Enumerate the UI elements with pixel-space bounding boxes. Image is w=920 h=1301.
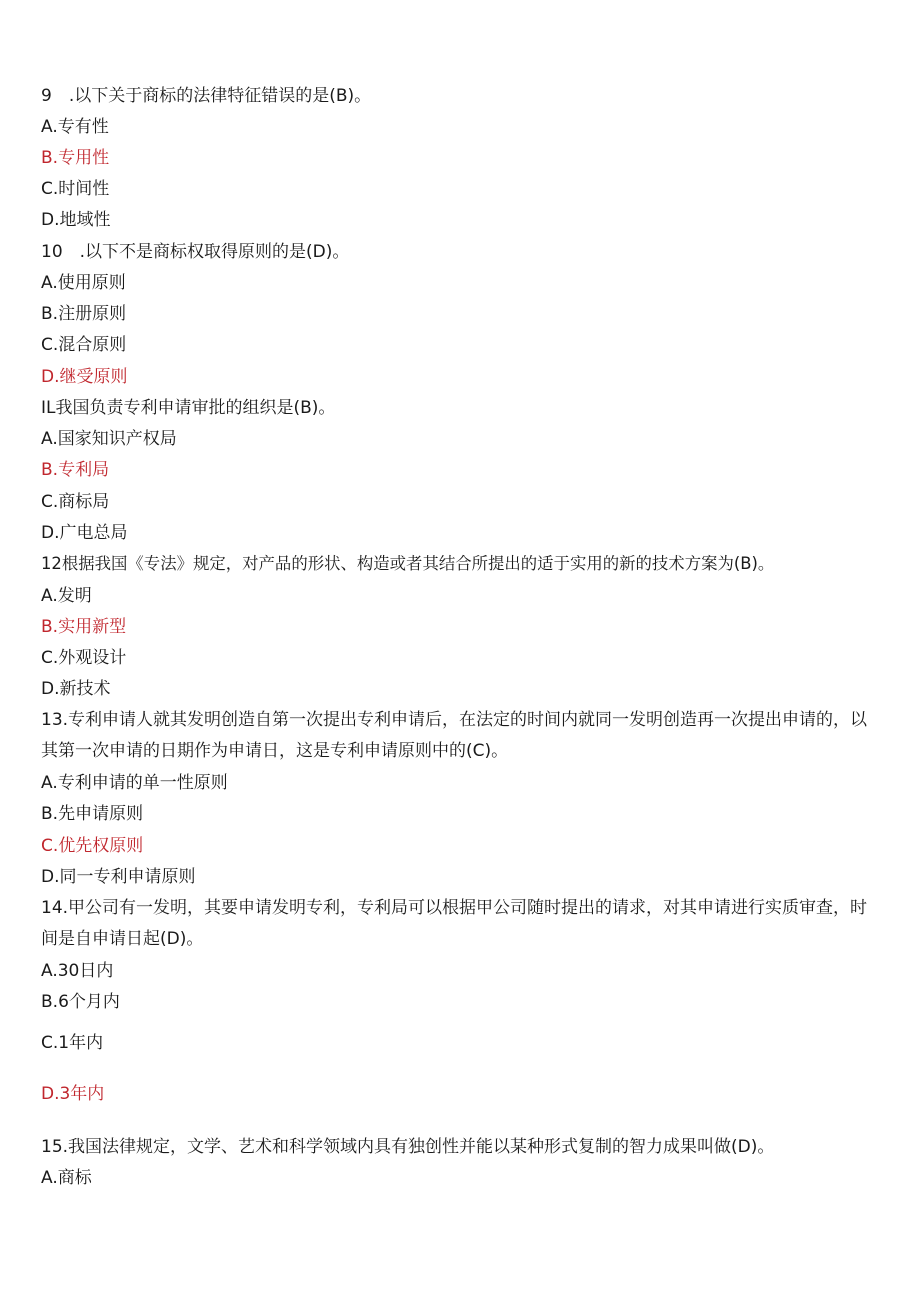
option-14a: A.30日内 [41,961,114,981]
option-15a: A.商标 [41,1168,92,1188]
option-12c: C.外观设计 [41,648,127,668]
option-9a: A.专有性 [41,117,109,137]
option-9d: D.地域性 [41,210,111,230]
option-10d-answer: D.继受原则 [41,367,128,387]
option-10c: C.混合原则 [41,335,127,355]
option-12d: D.新技术 [41,679,111,699]
option-11b-answer: B.专利局 [41,460,110,480]
option-13a: A.专利申请的单一性原则 [41,773,228,793]
option-11d: D.广电总局 [41,523,128,543]
question-9: 9 .以下关于商标的法律特征错误的是(B)。 [41,86,372,106]
option-14d-answer: D.3年内 [41,1084,105,1104]
question-11: IL我国负责专利申请审批的组织是(B)。 [41,398,336,418]
option-13b: B.先申请原则 [41,804,144,824]
option-10b: B.注册原则 [41,304,127,324]
option-11a: A.国家知识产权局 [41,429,177,449]
option-12a: A.发明 [41,586,92,606]
question-15: 15.我国法律规定，文学、艺术和科学领域内具有独创性并能以某种形式复制的智力成果叫做(D)。 [41,1137,775,1157]
option-14b: B.6个月内 [41,992,120,1012]
option-9b-answer: B.专用性 [41,148,110,168]
question-12: 12根据我国《专法》规定，对产品的形状、构造或者其结合所提出的适于实用的新的技术方案为(B)。 [41,554,775,573]
option-11c: C.商标局 [41,492,110,512]
option-9c: C.时间性 [41,179,110,199]
question-14: 14.甲公司有一发明，其要申请发明专利，专利局可以根据甲公司随时提出的请求，对其申请进行实质审查，时间是自申请日起(D)。 [41,898,868,949]
question-13: 13.专利申请人就其发明创造自第一次提出专利申请后，在法定的时间内就同一发明创造再一次提出申请的，以其第一次申请的日期作为申请日，这是专利申请原则中的(C)。 [41,710,868,761]
option-13c-answer: C.优先权原则 [41,836,144,856]
option-12b-answer: B.实用新型 [41,617,127,637]
option-14c: C.1年内 [41,1033,104,1053]
option-13d: D.同一专利申请原则 [41,867,196,887]
question-10: 10 .以下不是商标权取得原则的是(D)。 [41,242,350,262]
option-10a: A.使用原则 [41,273,126,293]
